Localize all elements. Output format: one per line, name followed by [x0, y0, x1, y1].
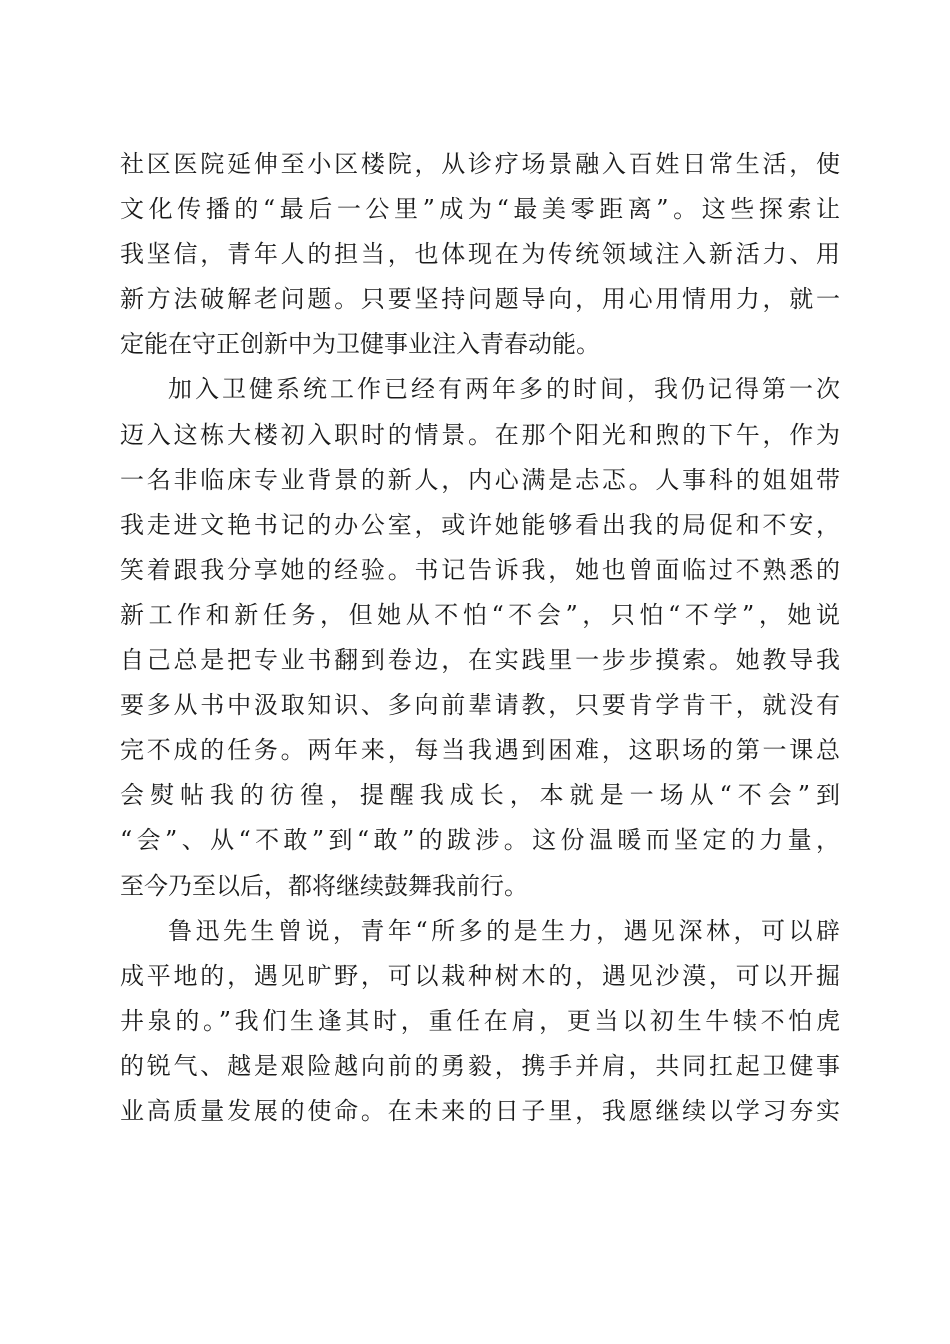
text-line: 笑着跟我分享她的经验。书记告诉我，她也曾面临过不熟悉的	[120, 555, 840, 584]
text-line: 井泉的。”我们生逢其时，重任在肩，更当以初生牛犊不怕虎	[120, 1006, 840, 1035]
text-line: 新工作和新任务，但她从不怕“不会”，只怕“不学”，她说	[120, 600, 840, 629]
text-line: “会”、从“不敢”到“敢”的跋涉。这份温暖而坚定的力量，	[120, 826, 840, 855]
text-line: 我坚信，青年人的担当，也体现在为传统领域注入新活力、用	[120, 240, 840, 269]
text-line: 新方法破解老问题。只要坚持问题导向，用心用情用力，就一	[120, 285, 840, 314]
text-line: 鲁迅先生曾说，青年“所多的是生力，遇见深林，可以辟	[168, 916, 840, 945]
text-line: 业高质量发展的使命。在未来的日子里，我愿继续以学习夯实	[120, 1096, 840, 1125]
text-line: 我走进文艳书记的办公室，或许她能够看出我的局促和不安，	[120, 510, 840, 539]
text-line: 社区医院延伸至小区楼院，从诊疗场景融入百姓日常生活，使	[120, 150, 840, 178]
text-line: 至今乃至以后，都将继续鼓舞我前行。	[120, 871, 528, 900]
text-line: 一名非临床专业背景的新人，内心满是忐忑。人事科的姐姐带	[120, 465, 840, 494]
text-line: 迈入这栋大楼初入职时的情景。在那个阳光和煦的下午，作为	[120, 420, 840, 449]
body-text	[120, 142, 840, 1134]
text-line: 完不成的任务。两年来，每当我遇到困难，这职场的第一课总	[120, 736, 840, 765]
text-line: 会熨帖我的彷徨，提醒我成长，本就是一场从“不会”到	[120, 781, 840, 810]
text-line: 文化传播的“最后一公里”成为“最美零距离”。这些探索让	[120, 195, 840, 224]
text-line: 成平地的，遇见旷野，可以栽种树木的，遇见沙漠，可以开掘	[120, 961, 840, 990]
text-line: 要多从书中汲取知识、多向前辈请教，只要肯学肯干，就没有	[120, 691, 840, 720]
text-line: 定能在守正创新中为卫健事业注入青春动能。	[120, 330, 600, 359]
text-line: 自己总是把专业书翻到卷边，在实践里一步步摸索。她教导我	[120, 646, 840, 675]
text-line: 的锐气、越是艰险越向前的勇毅，携手并肩，共同扛起卫健事	[120, 1051, 840, 1080]
text-line: 加入卫健系统工作已经有两年多的时间，我仍记得第一次	[168, 375, 840, 404]
